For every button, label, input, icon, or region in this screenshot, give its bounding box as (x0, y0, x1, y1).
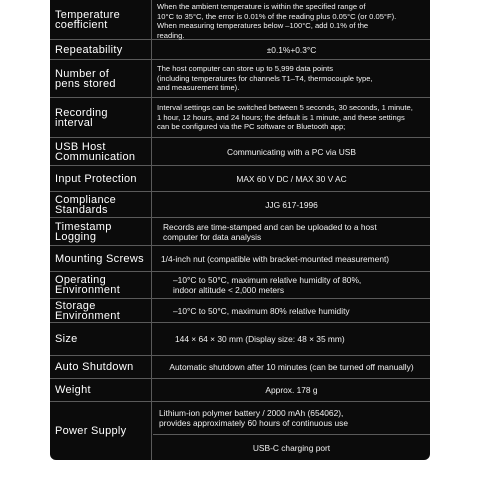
spec-label: Mounting Screws (50, 246, 152, 271)
spec-label: Recording interval (50, 98, 152, 137)
spec-label: Input Protection (50, 166, 152, 191)
spec-value: 1/4-inch nut (compatible with bracket-mounted measurement) (161, 253, 390, 264)
spec-label: Timestamp Logging (50, 218, 152, 245)
spec-label: Power Supply (50, 402, 152, 460)
spec-row-pens-stored (50, 60, 430, 98)
spec-row-mounting-screws (50, 246, 430, 272)
specifications-table (50, 0, 430, 460)
spec-row-operating-environment (50, 272, 430, 299)
spec-row-size (50, 323, 430, 356)
spec-value: The host computer can store up to 5,999 data points (including temperatures for channels T1–T4, thermocouple type, and measurement time). (157, 64, 373, 93)
spec-value: Approx. 178 g (265, 385, 318, 395)
spec-row-timestamp-logging (50, 218, 430, 246)
spec-label: Size (50, 323, 152, 355)
spec-value: 144 × 64 × 30 mm (Display size: 48 × 35 mm) (175, 334, 345, 344)
spec-label: Repeatability (50, 40, 152, 59)
spec-value-charging-port: USB-C charging port (153, 434, 430, 460)
spec-label: Compliance Standards (50, 192, 152, 217)
spec-row-input-protection (50, 166, 430, 192)
spec-value: Interval settings can be switched between 5 seconds, 30 seconds, 1 minute, 1 hour, 12 hours, and 24 hours; the default is 1 minute, and these settings can be configured via the PC software or Bluetooth app; (157, 103, 413, 132)
spec-row-repeatability (50, 40, 430, 60)
spec-row-temperature-coefficient (50, 0, 430, 40)
spec-row-weight (50, 379, 430, 402)
spec-label: Temperature coefficient (50, 0, 152, 39)
spec-value: –10°C to 50°C, maximum relative humidity of 80%, indoor altitude < 2,000 meters (173, 275, 362, 295)
spec-row-usb-host-communication (50, 138, 430, 166)
spec-value: Records are time-stamped and can be uploaded to a host computer for data analysis (163, 221, 377, 242)
spec-value: Automatic shutdown after 10 minutes (can be turned off manually) (169, 362, 414, 372)
spec-label: Storage Environment (50, 299, 152, 322)
spec-value: –10°C to 50°C, maximum 80% relative humidity (173, 305, 350, 316)
spec-label: Number of pens stored (50, 60, 152, 97)
spec-value: ±0.1%+0.3°C (266, 44, 317, 55)
spec-value: JJG 617-1996 (265, 199, 318, 210)
spec-row-auto-shutdown (50, 356, 430, 379)
spec-label: USB Host Communication (50, 138, 152, 165)
spec-label: Weight (50, 379, 152, 401)
spec-value: MAX 60 V DC / MAX 30 V AC (236, 173, 347, 184)
spec-value: Lithium-ion polymer battery / 2000 mAh (654062), provides approximately 60 hours of continuous use (159, 408, 349, 428)
spec-row-storage-environment (50, 299, 430, 323)
spec-row-power-supply (50, 402, 430, 460)
spec-label: Auto Shutdown (50, 356, 152, 378)
spec-value: When the ambient temperature is within the specified range of 10°C to 35°C, the error is 0.01% of the reading plus 0.05°C (or 0.05°F). When measuring temperatures below –100°C, add 0.1% of the reading. (157, 2, 397, 40)
spec-row-recording-interval (50, 98, 430, 138)
spec-label: Operating Environment (50, 272, 152, 298)
spec-row-compliance-standards (50, 192, 430, 218)
spec-value: Communicating with a PC via USB (227, 146, 356, 157)
